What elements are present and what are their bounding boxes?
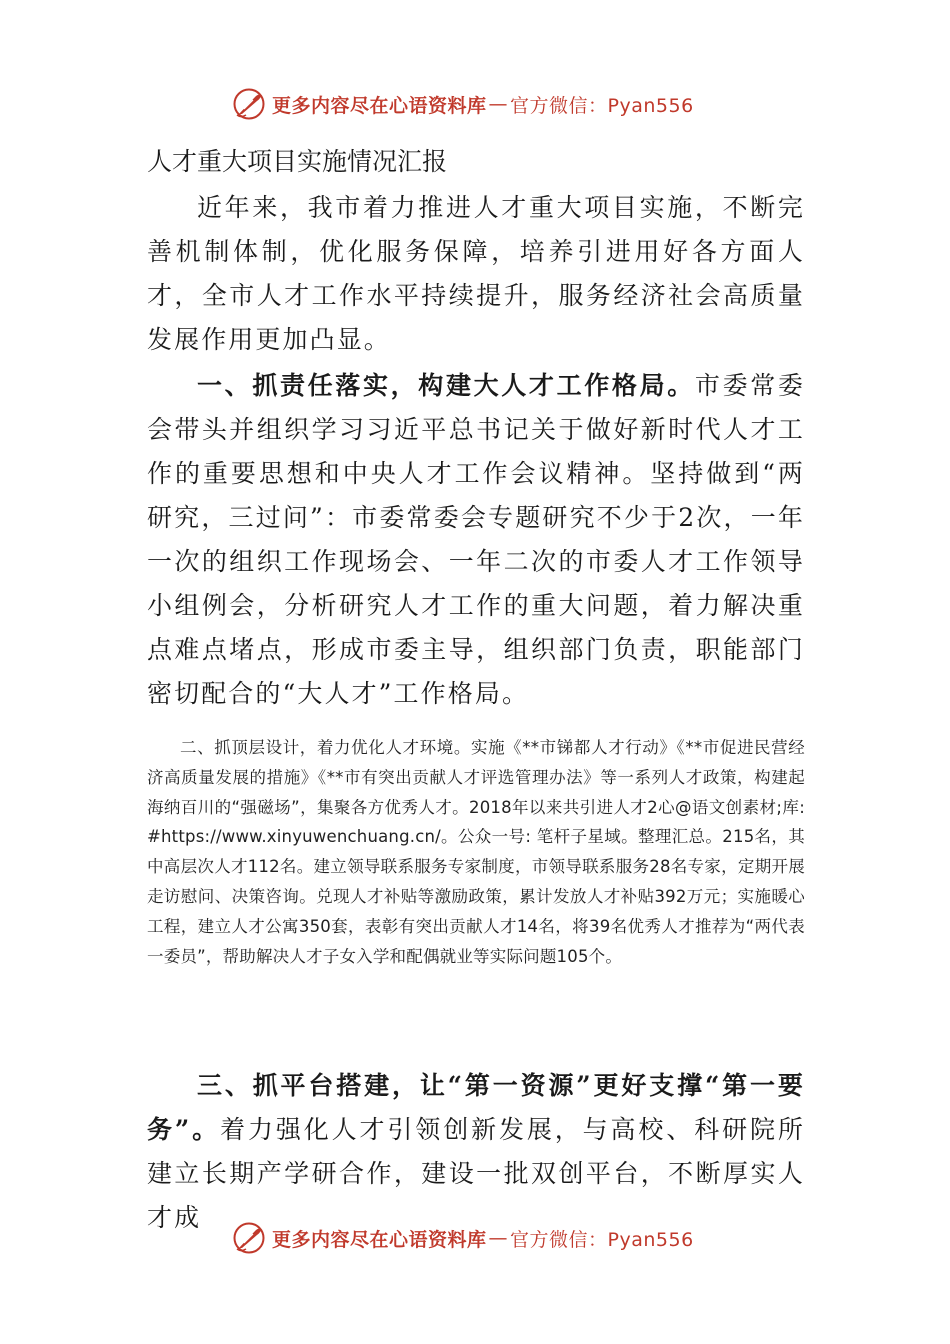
banner-wechat: 官方微信：Pyan556	[510, 1228, 694, 1251]
quill-pen-seal-icon	[232, 1221, 266, 1255]
intro-paragraph: 近年来，我市着力推进人才重大项目实施，不断完善机制体制，优化服务保障，培养引进用好各方面人才，全市人才工作水平持续提升，服务经济社会高质量发展作用更加凸显。	[147, 193, 805, 354]
banner-dash: —	[488, 1227, 509, 1249]
section-2-paragraph: 二、抓顶层设计，着力优化人才环境。实施《**市锑都人才行动》《**市促进民营经济高质量发展的措施》《**市有突出贡献人才评选管理办法》等一系列人才政策，构建起海纳百川的“强磁场”，集聚各方优秀人才。2018年以来共引进人才2心@语文创素材;库: #https://www.xinyuwenchuang.cn/。公众一号: 笔杆子星域。整理汇总。215名，其中高层次人才112名。建立领导联系服务专家制度，市领导联系服务28名专家，定期开展走访慰问、决策咨询。兑现人才补贴等激励政策，累计发放人才补贴392万元；实施暖心工程，建立人才公寓350套，表彰有突出贡献人才14名，将39名优秀人才推荐为“两代表一委员”，帮助解决人才子女入学和配偶就业等实际问题105个。	[147, 738, 805, 966]
section-3-body: 着力强化人才引领创新发展，与高校、科研院所建立长期产学研合作，建设一批双创平台，不断厚实人才成	[147, 1115, 805, 1232]
footer-watermark-banner	[232, 1218, 694, 1258]
document-title: 人才重大项目实施情况汇报	[147, 147, 448, 176]
section-3-paragraph	[147, 1064, 805, 1240]
section-1-paragraph	[147, 364, 805, 716]
section-1-heading: 一、抓责任落实，构建大人才工作格局。	[197, 371, 695, 400]
banner-site-name: 更多内容尽在心语资料库	[272, 1228, 487, 1251]
section-1-body: 市委常委会带头并组织学习习近平总书记关于做好新时代人才工作的重要思想和中央人才工作会议精神。坚持做到“两研究，三过问”：市委常委会专题研究不少于2次，一年一次的组织工作现场会、一年二次的市委人才工作领导小组例会，分析研究人才工作的重大问题，着力解决重点难点堵点，形成市委主导，组织部门负责，职能部门密切配合的“大人才”工作格局。	[147, 371, 805, 708]
banner-wechat: 官方微信：Pyan556	[510, 94, 694, 117]
section-3-heading: 三、抓平台搭建，让“第一资源”更好支撑“第一要务”。	[147, 1071, 805, 1144]
banner-dash: —	[488, 93, 509, 115]
banner-site-name: 更多内容尽在心语资料库	[272, 94, 487, 117]
quill-pen-seal-icon	[232, 87, 266, 121]
header-watermark-banner	[232, 84, 694, 124]
